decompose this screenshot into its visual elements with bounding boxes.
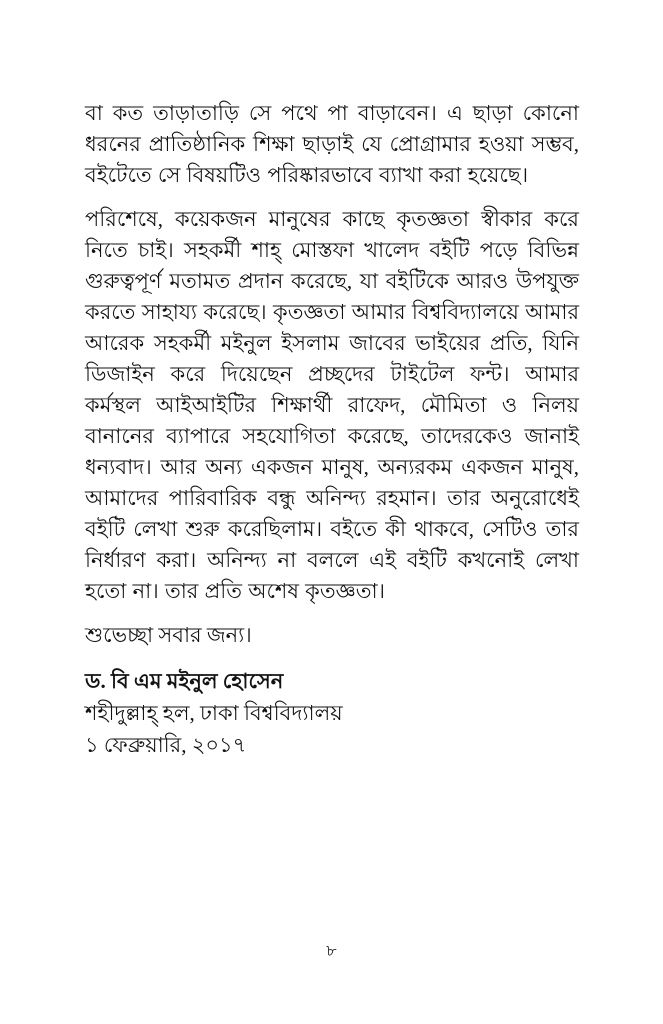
paragraph-1: বা কত তাড়াতাড়ি সে পথে পা বাড়াবেন। এ ছাড়া কোনো ধরনের প্রাতিষ্ঠানিক শিক্ষা ছাড়াই যে প্রোগ্রামার হওয়া সম্ভব, বইটেতে সে বিষয়টিও পরিষ্কারভাবে ব্যাখা করা হয়েছে।: [85, 101, 579, 187]
text-block: [85, 98, 579, 761]
closing-line: শুভেচ্ছা সবার জন্য।: [85, 623, 252, 647]
signature-date: ১ ফেব্রুয়ারি, ২০১৭: [85, 733, 247, 757]
author-affiliation: শহীদুল্লাহ্‌ হল, ঢাকা বিশ্ববিদ্যালয়: [85, 701, 343, 725]
paragraph-2: পরিশেষে, কয়েকজন মানুষের কাছে কৃতজ্ঞতা স্বীকার করে নিতে চাই। সহকর্মী শাহ্‌ মোস্তফা খালেদ বইটি পড়ে বিভিন্ন গুরুত্বপূর্ণ মতামত প্রদান করেছে, যা বইটিকে আরও উপযুক্ত করতে সাহায্য করেছে। কৃতজ্ঞতা আমার বিশ্ববিদ্যালয়ে আমার আরেক সহকর্মী মইনুল ইসলাম জাবের ভাইয়ের প্রতি, যিনি ডিজাইন করে দিয়েছেন প্রচ্ছদের টাইটেল ফন্ট। আমার কর্মস্থল আইআইটির শিক্ষার্থী রাফেদ, মৌমিতা ও নিলয় বানানের ব্যাপারে সহযোগিতা করেছে, তাদেরকেও জানাই ধন্যবাদ। আর অন্য একজন মানুষ, অন্যরকম একজন মানুষ, আমাদের পারিবারিক বন্ধু অনিন্দ্য রহমান। তার অনুরোধেই বইটি লেখা শুরু করেছিলাম। বইতে কী থাকবে, সেটিও তার নির্ধারণ করা। অনিন্দ্য না বললে এই বইটি কখনোই লেখা হতো না। তার প্রতি অশেষ কৃতজ্ঞতা।: [85, 207, 579, 603]
page-number: ৮: [326, 943, 337, 960]
signature-block: [85, 665, 579, 761]
author-name: ড. বি এম মইনুল হোসেন: [85, 669, 284, 693]
